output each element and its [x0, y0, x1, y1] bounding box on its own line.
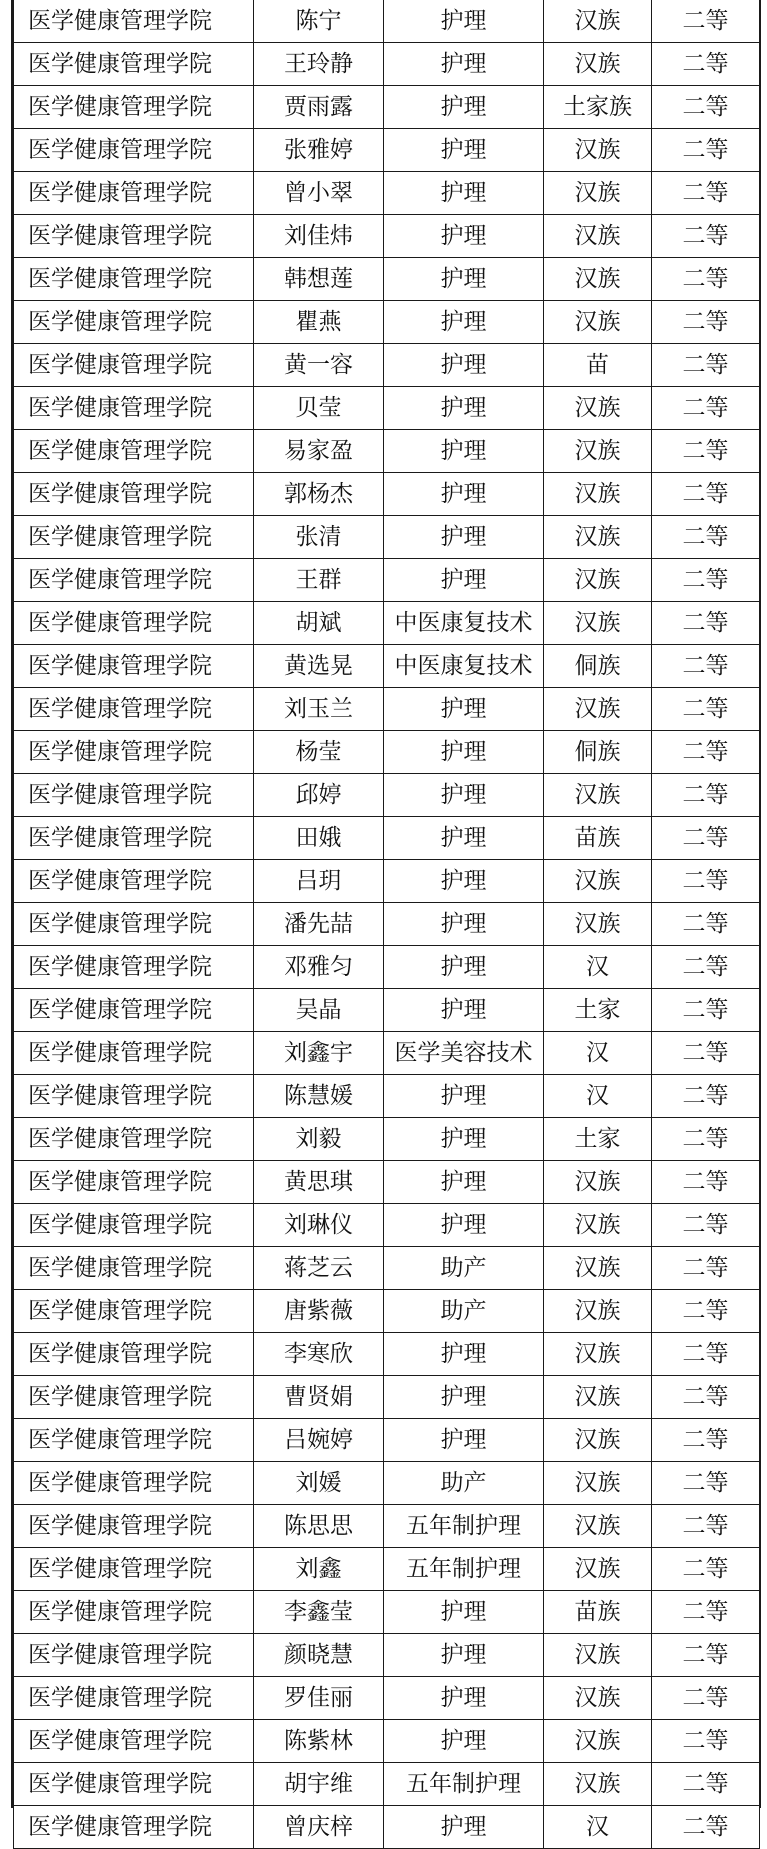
school-cell: 医学健康管理学院 — [14, 473, 254, 516]
award-grade-cell: 二等 — [652, 731, 760, 774]
major-cell: 护理 — [384, 344, 544, 387]
school-cell: 医学健康管理学院 — [14, 645, 254, 688]
table-row — [14, 1290, 760, 1333]
table-body — [14, 0, 760, 1849]
table-row — [14, 559, 760, 602]
student-name-cell: 陈慧媛 — [254, 1075, 384, 1118]
award-grade-cell: 二等 — [652, 1419, 760, 1462]
ethnicity-cell: 侗族 — [544, 731, 652, 774]
school-cell: 医学健康管理学院 — [14, 258, 254, 301]
student-name-cell: 邱婷 — [254, 774, 384, 817]
major-cell: 护理 — [384, 559, 544, 602]
award-grade-cell: 二等 — [652, 1763, 760, 1806]
ethnicity-cell: 汉族 — [544, 0, 652, 43]
major-cell: 护理 — [384, 1204, 544, 1247]
student-name-cell: 刘玉兰 — [254, 688, 384, 731]
ethnicity-cell: 汉族 — [544, 688, 652, 731]
school-cell: 医学健康管理学院 — [14, 1204, 254, 1247]
school-cell: 医学健康管理学院 — [14, 946, 254, 989]
student-name-cell: 刘琳仪 — [254, 1204, 384, 1247]
award-grade-cell: 二等 — [652, 344, 760, 387]
award-grade-cell: 二等 — [652, 387, 760, 430]
ethnicity-cell: 汉族 — [544, 559, 652, 602]
ethnicity-cell: 汉族 — [544, 43, 652, 86]
award-grade-cell: 二等 — [652, 645, 760, 688]
school-cell: 医学健康管理学院 — [14, 1075, 254, 1118]
table-row — [14, 172, 760, 215]
table-row — [14, 387, 760, 430]
ethnicity-cell: 汉 — [544, 946, 652, 989]
ethnicity-cell: 汉族 — [544, 1763, 652, 1806]
award-grade-cell: 二等 — [652, 1290, 760, 1333]
student-name-cell: 瞿燕 — [254, 301, 384, 344]
award-grade-cell: 二等 — [652, 258, 760, 301]
table-row — [14, 86, 760, 129]
major-cell: 护理 — [384, 1118, 544, 1161]
student-name-cell: 陈思思 — [254, 1505, 384, 1548]
major-cell: 护理 — [384, 774, 544, 817]
major-cell: 护理 — [384, 1591, 544, 1634]
school-cell: 医学健康管理学院 — [14, 1247, 254, 1290]
table-row — [14, 774, 760, 817]
student-name-cell: 刘鑫宇 — [254, 1032, 384, 1075]
student-name-cell: 黄选晃 — [254, 645, 384, 688]
school-cell: 医学健康管理学院 — [14, 817, 254, 860]
student-name-cell: 王玲静 — [254, 43, 384, 86]
table-row — [14, 602, 760, 645]
award-list-table-container — [11, 0, 761, 1840]
student-name-cell: 吕玥 — [254, 860, 384, 903]
award-grade-cell: 二等 — [652, 1032, 760, 1075]
school-cell: 医学健康管理学院 — [14, 1376, 254, 1419]
major-cell: 护理 — [384, 0, 544, 43]
ethnicity-cell: 汉族 — [544, 516, 652, 559]
ethnicity-cell: 汉族 — [544, 1247, 652, 1290]
award-grade-cell: 二等 — [652, 1118, 760, 1161]
ethnicity-cell: 苗 — [544, 344, 652, 387]
major-cell: 护理 — [384, 1376, 544, 1419]
award-grade-cell: 二等 — [652, 516, 760, 559]
major-cell: 护理 — [384, 301, 544, 344]
table-row — [14, 1075, 760, 1118]
table-row — [14, 1763, 760, 1806]
student-name-cell: 贝莹 — [254, 387, 384, 430]
ethnicity-cell: 汉族 — [544, 430, 652, 473]
award-grade-cell: 二等 — [652, 1247, 760, 1290]
student-name-cell: 陈紫林 — [254, 1720, 384, 1763]
major-cell: 五年制护理 — [384, 1505, 544, 1548]
major-cell: 护理 — [384, 1677, 544, 1720]
student-name-cell: 陈宁 — [254, 0, 384, 43]
award-grade-cell: 二等 — [652, 1333, 760, 1376]
table-row — [14, 129, 760, 172]
student-name-cell: 张雅婷 — [254, 129, 384, 172]
table-row — [14, 1462, 760, 1505]
ethnicity-cell: 汉族 — [544, 387, 652, 430]
student-name-cell: 张清 — [254, 516, 384, 559]
table-row — [14, 688, 760, 731]
major-cell: 护理 — [384, 1720, 544, 1763]
major-cell: 护理 — [384, 1161, 544, 1204]
student-name-cell: 潘先喆 — [254, 903, 384, 946]
student-name-cell: 吕婉婷 — [254, 1419, 384, 1462]
school-cell: 医学健康管理学院 — [14, 989, 254, 1032]
student-name-cell: 郭杨杰 — [254, 473, 384, 516]
award-grade-cell: 二等 — [652, 688, 760, 731]
table-row — [14, 430, 760, 473]
award-grade-cell: 二等 — [652, 473, 760, 516]
table-row — [14, 903, 760, 946]
major-cell: 医学美容技术 — [384, 1032, 544, 1075]
school-cell: 医学健康管理学院 — [14, 1462, 254, 1505]
student-name-cell: 吴晶 — [254, 989, 384, 1032]
award-grade-cell: 二等 — [652, 1376, 760, 1419]
school-cell: 医学健康管理学院 — [14, 1505, 254, 1548]
major-cell: 护理 — [384, 43, 544, 86]
school-cell: 医学健康管理学院 — [14, 1161, 254, 1204]
student-name-cell: 李寒欣 — [254, 1333, 384, 1376]
major-cell: 护理 — [384, 1075, 544, 1118]
student-name-cell: 颜晓慧 — [254, 1634, 384, 1677]
student-name-cell: 易家盈 — [254, 430, 384, 473]
table-row — [14, 1634, 760, 1677]
student-name-cell: 刘毅 — [254, 1118, 384, 1161]
student-name-cell: 贾雨露 — [254, 86, 384, 129]
ethnicity-cell: 土家 — [544, 989, 652, 1032]
major-cell: 护理 — [384, 688, 544, 731]
student-name-cell: 黄思琪 — [254, 1161, 384, 1204]
school-cell: 医学健康管理学院 — [14, 1333, 254, 1376]
ethnicity-cell: 汉族 — [544, 860, 652, 903]
table-row — [14, 215, 760, 258]
school-cell: 医学健康管理学院 — [14, 0, 254, 43]
school-cell: 医学健康管理学院 — [14, 1677, 254, 1720]
major-cell: 护理 — [384, 172, 544, 215]
table-row — [14, 43, 760, 86]
school-cell: 医学健康管理学院 — [14, 1763, 254, 1806]
student-name-cell: 刘鑫 — [254, 1548, 384, 1591]
ethnicity-cell: 汉族 — [544, 1161, 652, 1204]
table-row — [14, 1032, 760, 1075]
major-cell: 护理 — [384, 86, 544, 129]
school-cell: 医学健康管理学院 — [14, 1419, 254, 1462]
major-cell: 护理 — [384, 129, 544, 172]
ethnicity-cell: 汉族 — [544, 258, 652, 301]
major-cell: 护理 — [384, 989, 544, 1032]
ethnicity-cell: 汉族 — [544, 1204, 652, 1247]
school-cell: 医学健康管理学院 — [14, 301, 254, 344]
ethnicity-cell: 汉族 — [544, 1548, 652, 1591]
ethnicity-cell: 土家 — [544, 1118, 652, 1161]
school-cell: 医学健康管理学院 — [14, 1290, 254, 1333]
table-row — [14, 1548, 760, 1591]
major-cell: 护理 — [384, 473, 544, 516]
student-name-cell: 胡宇维 — [254, 1763, 384, 1806]
ethnicity-cell: 汉族 — [544, 1720, 652, 1763]
school-cell: 医学健康管理学院 — [14, 731, 254, 774]
award-grade-cell: 二等 — [652, 301, 760, 344]
school-cell: 医学健康管理学院 — [14, 344, 254, 387]
award-grade-cell: 二等 — [652, 1677, 760, 1720]
student-name-cell: 刘媛 — [254, 1462, 384, 1505]
school-cell: 医学健康管理学院 — [14, 129, 254, 172]
award-grade-cell: 二等 — [652, 430, 760, 473]
award-grade-cell: 二等 — [652, 1075, 760, 1118]
major-cell: 助产 — [384, 1462, 544, 1505]
school-cell: 医学健康管理学院 — [14, 860, 254, 903]
ethnicity-cell: 苗族 — [544, 1591, 652, 1634]
major-cell: 护理 — [384, 387, 544, 430]
ethnicity-cell: 汉族 — [544, 1333, 652, 1376]
school-cell: 医学健康管理学院 — [14, 774, 254, 817]
award-grade-cell: 二等 — [652, 1591, 760, 1634]
award-grade-cell: 二等 — [652, 989, 760, 1032]
award-grade-cell: 二等 — [652, 1720, 760, 1763]
table-row — [14, 1591, 760, 1634]
table-row — [14, 860, 760, 903]
table-row — [14, 946, 760, 989]
student-name-cell: 邓雅匀 — [254, 946, 384, 989]
table-row — [14, 645, 760, 688]
ethnicity-cell: 汉族 — [544, 301, 652, 344]
school-cell: 医学健康管理学院 — [14, 1591, 254, 1634]
school-cell: 医学健康管理学院 — [14, 688, 254, 731]
major-cell: 助产 — [384, 1290, 544, 1333]
school-cell: 医学健康管理学院 — [14, 215, 254, 258]
student-name-cell: 蒋芝云 — [254, 1247, 384, 1290]
award-grade-cell: 二等 — [652, 602, 760, 645]
student-name-cell: 田娥 — [254, 817, 384, 860]
table-row — [14, 301, 760, 344]
school-cell: 医学健康管理学院 — [14, 1548, 254, 1591]
major-cell: 护理 — [384, 1806, 544, 1849]
major-cell: 护理 — [384, 860, 544, 903]
award-grade-cell: 二等 — [652, 215, 760, 258]
table-row — [14, 989, 760, 1032]
award-grade-cell: 二等 — [652, 1634, 760, 1677]
award-grade-cell: 二等 — [652, 946, 760, 989]
table-row — [14, 1677, 760, 1720]
school-cell: 医学健康管理学院 — [14, 1634, 254, 1677]
student-name-cell: 李鑫莹 — [254, 1591, 384, 1634]
ethnicity-cell: 汉族 — [544, 1634, 652, 1677]
school-cell: 医学健康管理学院 — [14, 43, 254, 86]
award-grade-cell: 二等 — [652, 1161, 760, 1204]
ethnicity-cell: 汉族 — [544, 774, 652, 817]
school-cell: 医学健康管理学院 — [14, 516, 254, 559]
ethnicity-cell: 汉族 — [544, 602, 652, 645]
award-grade-cell: 二等 — [652, 1204, 760, 1247]
major-cell: 护理 — [384, 516, 544, 559]
major-cell: 护理 — [384, 1333, 544, 1376]
award-grade-cell: 二等 — [652, 774, 760, 817]
school-cell: 医学健康管理学院 — [14, 387, 254, 430]
award-grade-cell: 二等 — [652, 860, 760, 903]
table-row — [14, 1806, 760, 1849]
school-cell: 医学健康管理学院 — [14, 1720, 254, 1763]
school-cell: 医学健康管理学院 — [14, 559, 254, 602]
school-cell: 医学健康管理学院 — [14, 86, 254, 129]
major-cell: 五年制护理 — [384, 1763, 544, 1806]
award-grade-cell: 二等 — [652, 86, 760, 129]
ethnicity-cell: 汉族 — [544, 473, 652, 516]
student-name-cell: 曾小翠 — [254, 172, 384, 215]
award-grade-cell: 二等 — [652, 1548, 760, 1591]
table-row — [14, 258, 760, 301]
table-row — [14, 1376, 760, 1419]
student-name-cell: 曹贤娟 — [254, 1376, 384, 1419]
student-name-cell: 罗佳丽 — [254, 1677, 384, 1720]
school-cell: 医学健康管理学院 — [14, 903, 254, 946]
award-grade-cell: 二等 — [652, 1462, 760, 1505]
student-name-cell: 韩想莲 — [254, 258, 384, 301]
award-grade-cell: 二等 — [652, 129, 760, 172]
student-name-cell: 唐紫薇 — [254, 1290, 384, 1333]
school-cell: 医学健康管理学院 — [14, 602, 254, 645]
ethnicity-cell: 侗族 — [544, 645, 652, 688]
major-cell: 护理 — [384, 946, 544, 989]
student-name-cell: 黄一容 — [254, 344, 384, 387]
award-grade-cell: 二等 — [652, 1505, 760, 1548]
school-cell: 医学健康管理学院 — [14, 1032, 254, 1075]
student-name-cell: 王群 — [254, 559, 384, 602]
table-row — [14, 731, 760, 774]
student-name-cell: 曾庆梓 — [254, 1806, 384, 1849]
major-cell: 五年制护理 — [384, 1548, 544, 1591]
major-cell: 护理 — [384, 1634, 544, 1677]
table-row — [14, 1419, 760, 1462]
ethnicity-cell: 汉族 — [544, 129, 652, 172]
major-cell: 护理 — [384, 1419, 544, 1462]
ethnicity-cell: 汉族 — [544, 1290, 652, 1333]
major-cell: 护理 — [384, 731, 544, 774]
school-cell: 医学健康管理学院 — [14, 430, 254, 473]
ethnicity-cell: 汉族 — [544, 172, 652, 215]
ethnicity-cell: 汉族 — [544, 1419, 652, 1462]
table-row — [14, 473, 760, 516]
ethnicity-cell: 汉族 — [544, 1505, 652, 1548]
major-cell: 中医康复技术 — [384, 645, 544, 688]
award-grade-cell: 二等 — [652, 1806, 760, 1849]
major-cell: 护理 — [384, 430, 544, 473]
ethnicity-cell: 汉 — [544, 1075, 652, 1118]
ethnicity-cell: 汉 — [544, 1032, 652, 1075]
table-row — [14, 1505, 760, 1548]
ethnicity-cell: 汉族 — [544, 1376, 652, 1419]
student-name-cell: 刘佳炜 — [254, 215, 384, 258]
table-row — [14, 1720, 760, 1763]
table-row — [14, 1247, 760, 1290]
student-name-cell: 杨莹 — [254, 731, 384, 774]
ethnicity-cell: 汉族 — [544, 903, 652, 946]
student-name-cell: 胡斌 — [254, 602, 384, 645]
school-cell: 医学健康管理学院 — [14, 172, 254, 215]
table-row — [14, 0, 760, 43]
award-grade-cell: 二等 — [652, 43, 760, 86]
ethnicity-cell: 汉族 — [544, 1462, 652, 1505]
award-grade-cell: 二等 — [652, 903, 760, 946]
award-list-table — [13, 0, 760, 1849]
major-cell: 护理 — [384, 258, 544, 301]
school-cell: 医学健康管理学院 — [14, 1806, 254, 1849]
table-row — [14, 1204, 760, 1247]
ethnicity-cell: 汉族 — [544, 1677, 652, 1720]
award-grade-cell: 二等 — [652, 0, 760, 43]
award-grade-cell: 二等 — [652, 559, 760, 602]
school-cell: 医学健康管理学院 — [14, 1118, 254, 1161]
major-cell: 护理 — [384, 903, 544, 946]
table-row — [14, 516, 760, 559]
ethnicity-cell: 汉族 — [544, 215, 652, 258]
ethnicity-cell: 土家族 — [544, 86, 652, 129]
major-cell: 护理 — [384, 817, 544, 860]
table-row — [14, 1118, 760, 1161]
award-grade-cell: 二等 — [652, 172, 760, 215]
table-row — [14, 1161, 760, 1204]
ethnicity-cell: 汉 — [544, 1806, 652, 1849]
ethnicity-cell: 苗族 — [544, 817, 652, 860]
major-cell: 中医康复技术 — [384, 602, 544, 645]
major-cell: 助产 — [384, 1247, 544, 1290]
major-cell: 护理 — [384, 215, 544, 258]
award-grade-cell: 二等 — [652, 817, 760, 860]
table-row — [14, 817, 760, 860]
table-row — [14, 344, 760, 387]
table-row — [14, 1333, 760, 1376]
